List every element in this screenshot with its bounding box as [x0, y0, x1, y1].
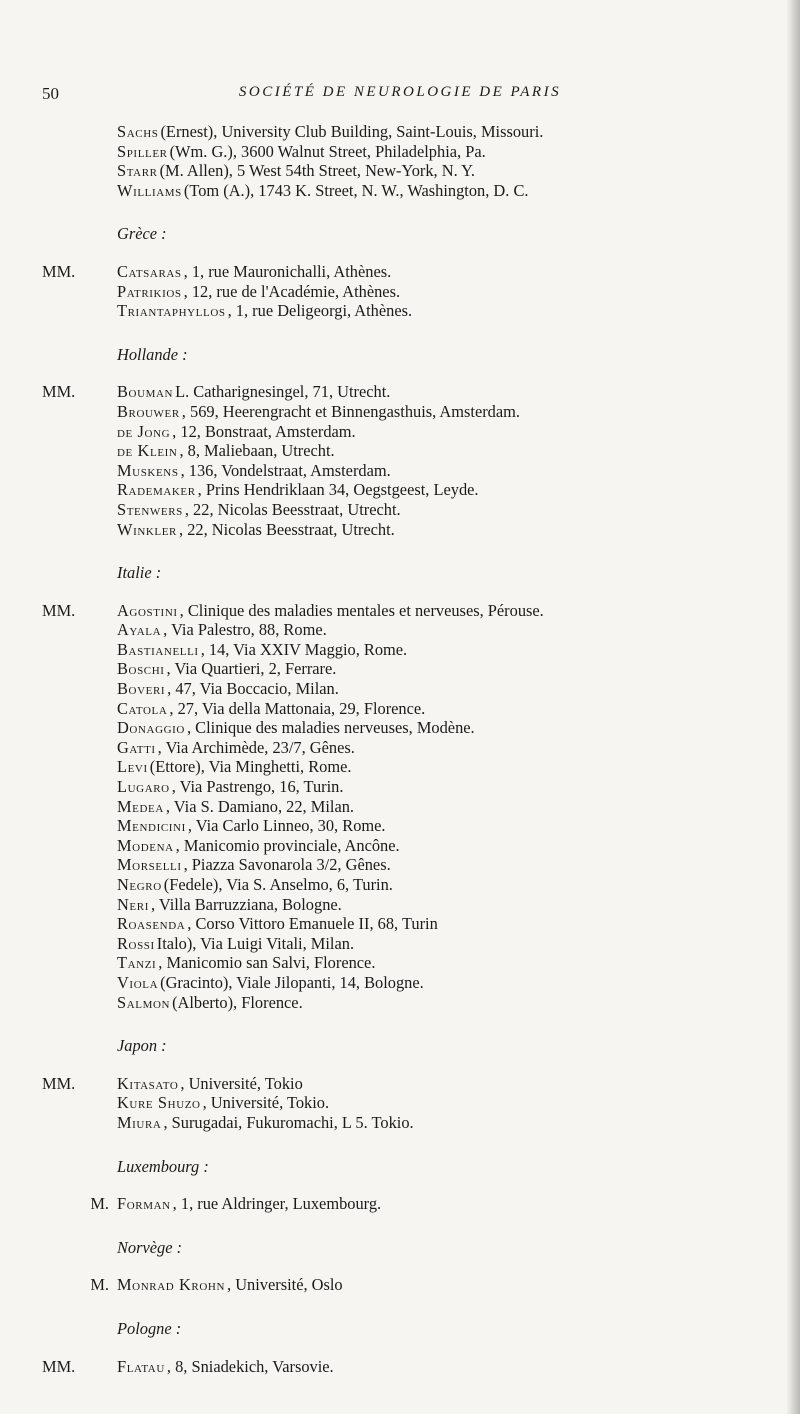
- member-address: , Clinique des maladies nerveuses, Modène.: [186, 718, 475, 738]
- honorific-prefix: [42, 836, 117, 856]
- honorific-prefix: [42, 301, 117, 321]
- member-address: , Université, Tokio.: [202, 1093, 330, 1113]
- honorific-prefix: MM.: [42, 600, 76, 620]
- honorific-prefix: [42, 973, 117, 993]
- member-entry: [42, 620, 772, 640]
- honorific-prefix: [42, 1113, 117, 1133]
- country-section: [42, 122, 772, 200]
- member-address: , Via S. Damiano, 22, Milan.: [165, 796, 355, 816]
- member-entry: [42, 181, 772, 201]
- member-name: Donaggio: [117, 718, 185, 738]
- member-name: Flatau: [117, 1356, 165, 1376]
- honorific-prefix: [42, 520, 117, 540]
- member-name: Winkler: [117, 519, 177, 539]
- member-name: Patrikios: [117, 281, 182, 301]
- honorific-prefix: MM.: [42, 261, 76, 281]
- member-entry: [42, 122, 772, 142]
- honorific-prefix: [42, 142, 117, 162]
- honorific-prefix: [42, 659, 117, 679]
- member-address: , Via Carlo Linneo, 30, Rome.: [187, 816, 386, 836]
- honorific-prefix: [42, 422, 117, 442]
- honorific-prefix: [42, 402, 117, 422]
- member-entry: [42, 836, 772, 856]
- member-entry: [42, 142, 772, 162]
- member-name: de Klein: [117, 441, 178, 461]
- country-heading: Japon :: [117, 1036, 167, 1056]
- country-section: [42, 1319, 772, 1376]
- country-heading: Luxembourg :: [117, 1156, 209, 1176]
- member-name: Boveri: [117, 679, 166, 699]
- member-address: , Clinique des maladies mentales et nerveuses, Pérouse.: [179, 600, 544, 620]
- member-name: de Jong: [117, 421, 171, 441]
- member-entry: [42, 914, 772, 934]
- member-name: Kure Shuzo: [117, 1093, 201, 1113]
- member-address: , 8, Maliebaan, Utrecht.: [179, 441, 335, 461]
- country-heading: Grèce :: [117, 224, 167, 244]
- member-name: Modena: [117, 835, 174, 855]
- member-entry: [42, 816, 772, 836]
- member-entry: [42, 659, 772, 679]
- member-entry: [42, 640, 772, 660]
- honorific-prefix: [42, 679, 117, 699]
- member-address: (Alberto), Florence.: [172, 992, 303, 1012]
- honorific-prefix: M.: [90, 1275, 109, 1295]
- member-name: Stenwers: [117, 499, 183, 519]
- member-address: , Piazza Savonarola 3/2, Gênes.: [183, 855, 391, 875]
- member-name: Rademaker: [117, 480, 196, 500]
- member-entry: [42, 934, 772, 954]
- country-heading: Hollande :: [117, 344, 188, 364]
- member-address: (Tom (A.), 1743 K. Street, N. W., Washington, D. C.: [183, 180, 529, 200]
- member-entry: [42, 797, 772, 817]
- member-name: Mendicini: [117, 816, 186, 836]
- honorific-prefix: [42, 699, 117, 719]
- member-entry: [42, 382, 772, 402]
- member-name: Catola: [117, 698, 168, 718]
- member-address: , 8, Sniadekich, Varsovie.: [166, 1356, 334, 1376]
- member-name: Boschi: [117, 659, 165, 679]
- member-name: Gatti: [117, 737, 156, 757]
- member-entry: [42, 441, 772, 461]
- honorific-prefix: [42, 480, 117, 500]
- member-address: , 12, rue de l'Académie, Athènes.: [183, 281, 401, 301]
- member-name: Brouwer: [117, 401, 180, 421]
- member-entry: [42, 757, 772, 777]
- member-name: Monrad Krohn: [117, 1275, 225, 1295]
- member-entry: [42, 422, 772, 442]
- member-name: Williams: [117, 180, 182, 200]
- member-address: , Manicomio provinciale, Ancône.: [175, 835, 400, 855]
- member-address: , Prins Hendriklaan 34, Oegstgeest, Leyde.: [197, 480, 479, 500]
- member-entry: [42, 301, 772, 321]
- member-address: , 1, rue Aldringer, Luxembourg.: [172, 1194, 382, 1214]
- member-name: Bouman: [117, 382, 174, 402]
- honorific-prefix: MM.: [42, 1356, 76, 1376]
- honorific-prefix: [42, 777, 117, 797]
- country-section: [42, 563, 772, 1012]
- member-address: L. Catharignesingel, 71, Utrecht.: [175, 382, 391, 402]
- country-section: [42, 345, 772, 539]
- honorific-prefix: [42, 875, 117, 895]
- country-heading: Norvège :: [117, 1237, 183, 1257]
- honorific-prefix: [42, 161, 117, 181]
- member-entry: [42, 1194, 772, 1214]
- member-entry: [42, 601, 772, 621]
- honorific-prefix: MM.: [42, 382, 76, 402]
- member-name: Kitasato: [117, 1073, 179, 1093]
- member-entry: [42, 1357, 772, 1377]
- member-address: (Ettore), Via Minghetti, Rome.: [149, 757, 352, 777]
- honorific-prefix: [42, 797, 117, 817]
- member-name: Neri: [117, 894, 149, 914]
- page-edge-shadow: [786, 0, 800, 1414]
- member-name: Muskens: [117, 460, 179, 480]
- member-entry: [42, 855, 772, 875]
- member-address: , 22, Nicolas Beesstraat, Utrecht.: [184, 499, 401, 519]
- honorific-prefix: [42, 441, 117, 461]
- honorific-prefix: [42, 757, 117, 777]
- member-name: Agostini: [117, 600, 178, 620]
- honorific-prefix: [42, 993, 117, 1013]
- country-heading: Italie :: [117, 563, 162, 583]
- honorific-prefix: [42, 500, 117, 520]
- member-entry: [42, 262, 772, 282]
- member-address: , 22, Nicolas Beesstraat, Utrecht.: [179, 519, 395, 539]
- honorific-prefix: [42, 718, 117, 738]
- member-address: , 1, rue Deligeorgi, Athènes.: [227, 301, 413, 321]
- country-section: [42, 1157, 772, 1214]
- member-entry: [42, 520, 772, 540]
- member-address: , Via Palestro, 88, Rome.: [163, 620, 327, 640]
- country-section: [42, 224, 772, 320]
- member-entry: [42, 718, 772, 738]
- honorific-prefix: [42, 934, 117, 954]
- member-entry: [42, 973, 772, 993]
- member-list: [42, 122, 772, 1400]
- member-name: Viola: [117, 972, 159, 992]
- member-name: Sachs: [117, 122, 159, 141]
- member-entry: [42, 1093, 772, 1113]
- member-entry: [42, 500, 772, 520]
- honorific-prefix: [42, 122, 117, 142]
- honorific-prefix: [42, 620, 117, 640]
- member-name: Ayala: [117, 620, 162, 640]
- member-entry: [42, 679, 772, 699]
- member-entry: [42, 1074, 772, 1094]
- member-name: Levi: [117, 757, 148, 777]
- country-heading: Pologne :: [117, 1318, 182, 1338]
- member-entry: [42, 738, 772, 758]
- member-address: , 27, Via della Mattonaia, 29, Florence.: [169, 698, 426, 718]
- member-name: Lugaro: [117, 777, 170, 797]
- member-address: , Manicomio san Salvi, Florence.: [158, 953, 376, 973]
- member-name: Forman: [117, 1194, 171, 1214]
- member-name: Catsaras: [117, 261, 182, 281]
- member-name: Roasenda: [117, 914, 186, 934]
- member-address: , 14, Via XXIV Maggio, Rome.: [200, 639, 408, 659]
- member-entry: [42, 875, 772, 895]
- honorific-prefix: [42, 461, 117, 481]
- member-address: , Université, Oslo: [227, 1275, 343, 1295]
- member-entry: [42, 402, 772, 422]
- member-address: , Corso Vittoro Emanuele II, 68, Turin: [187, 914, 438, 934]
- member-address: , 47, Via Boccacio, Milan.: [167, 679, 339, 699]
- country-section: [42, 1036, 772, 1132]
- member-name: Medea: [117, 796, 164, 816]
- member-address: , 136, Vondelstraat, Amsterdam.: [180, 460, 391, 480]
- honorific-prefix: [42, 895, 117, 915]
- member-name: Starr: [117, 161, 158, 181]
- member-entry: [42, 480, 772, 500]
- member-address: (Gracinto), Viale Jilopanti, 14, Bologne.: [160, 972, 424, 992]
- member-entry: [42, 993, 772, 1013]
- member-address: (M. Allen), 5 West 54th Street, New-York, N. Y.: [159, 161, 475, 181]
- member-entry: [42, 282, 772, 302]
- honorific-prefix: [42, 282, 117, 302]
- member-address: , Via Pastrengo, 16, Turin.: [171, 777, 344, 797]
- member-name: Triantaphyllos: [117, 301, 226, 321]
- member-address: , 569, Heerengracht et Binnengasthuis, Amsterdam.: [181, 401, 520, 421]
- member-entry: [42, 953, 772, 973]
- member-entry: [42, 1113, 772, 1133]
- member-name: Miura: [117, 1112, 162, 1132]
- member-name: Negro: [117, 875, 162, 894]
- member-name: Morselli: [117, 855, 182, 875]
- honorific-prefix: [42, 1093, 117, 1113]
- member-address: , 12, Bonstraat, Amsterdam.: [172, 421, 356, 441]
- member-name: Spiller: [117, 141, 168, 161]
- member-name: Bastianelli: [117, 639, 199, 659]
- member-address: , 1, rue Mauronichalli, Athènes.: [183, 261, 392, 281]
- country-section: [42, 1238, 772, 1295]
- running-head: SOCIÉTÉ DE NEUROLOGIE DE PARIS: [238, 84, 562, 100]
- honorific-prefix: [42, 181, 117, 201]
- honorific-prefix: MM.: [42, 1073, 76, 1093]
- member-entry: [42, 461, 772, 481]
- member-address: Italo), Via Luigi Vitali, Milan.: [156, 933, 355, 953]
- member-name: Rossi: [117, 933, 155, 953]
- honorific-prefix: [42, 738, 117, 758]
- member-address: (Wm. G.), 3600 Walnut Street, Philadelphia, Pa.: [169, 141, 486, 161]
- member-entry: [42, 161, 772, 181]
- member-entry: [42, 1275, 772, 1295]
- member-address: (Ernest), University Club Building, Saint-Louis, Missouri.: [160, 122, 544, 141]
- honorific-prefix: [42, 855, 117, 875]
- member-address: , Villa Barruzziana, Bologne.: [150, 894, 342, 914]
- member-entry: [42, 699, 772, 719]
- member-entry: [42, 895, 772, 915]
- member-address: , Université, Tokio: [180, 1073, 303, 1093]
- member-name: Salmon: [117, 992, 171, 1012]
- honorific-prefix: [42, 640, 117, 660]
- member-address: , Via Archimède, 23/7, Gênes.: [157, 737, 355, 757]
- member-name: Tanzi: [117, 953, 157, 973]
- honorific-prefix: [42, 816, 117, 836]
- honorific-prefix: [42, 914, 117, 934]
- member-address: (Fedele), Via S. Anselmo, 6, Turin.: [163, 875, 393, 894]
- member-address: , Via Quartieri, 2, Ferrare.: [166, 659, 337, 679]
- honorific-prefix: [42, 953, 117, 973]
- page-number: 50: [42, 84, 59, 103]
- honorific-prefix: M.: [90, 1194, 109, 1214]
- member-address: , Surugadai, Fukuromachi, L 5. Tokio.: [163, 1112, 414, 1132]
- member-entry: [42, 777, 772, 797]
